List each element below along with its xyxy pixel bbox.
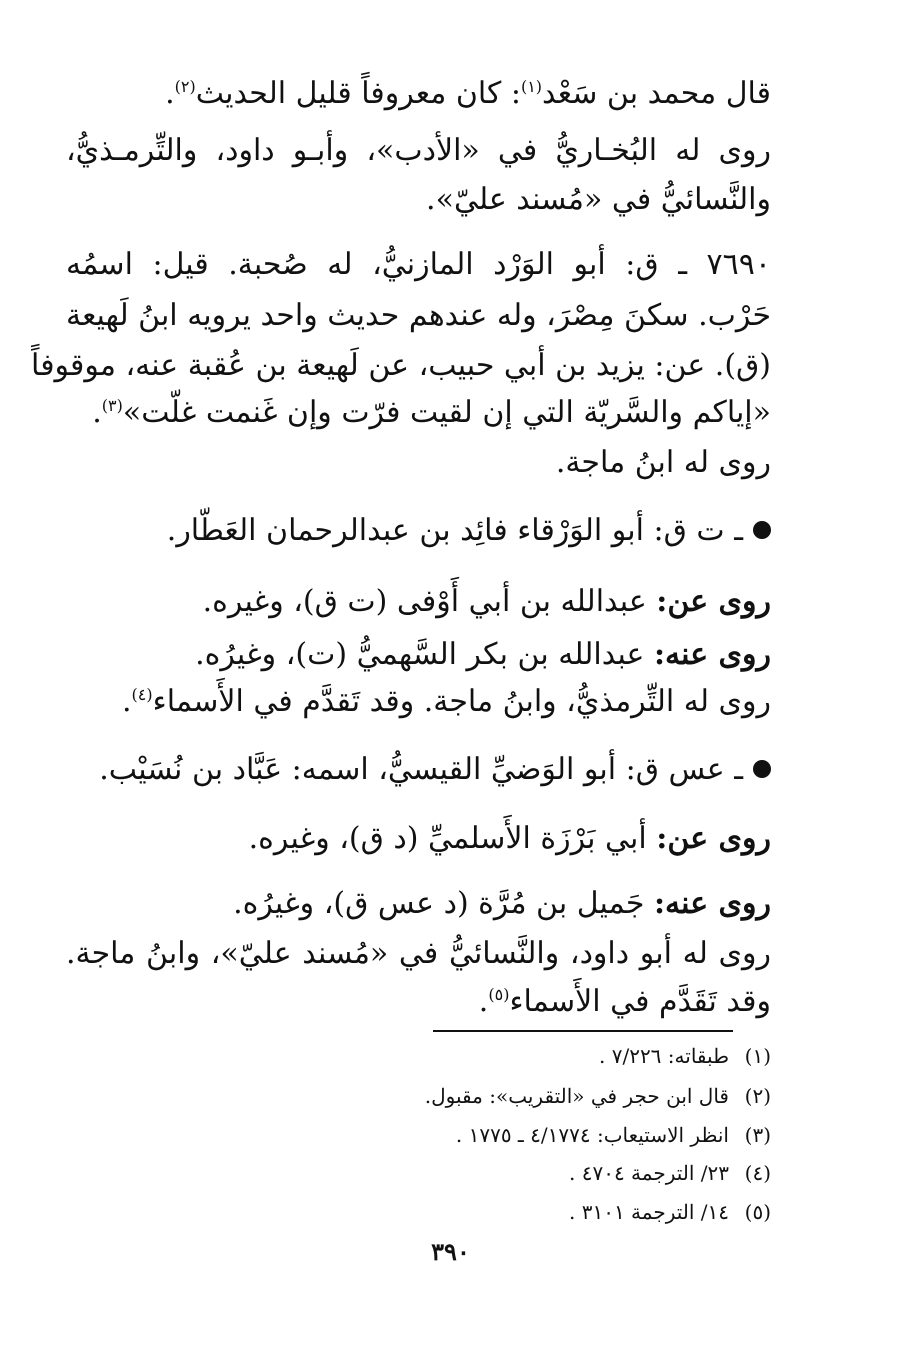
section-label: روى عن: — [656, 584, 771, 619]
text-run: ـ عس ق: أبو الوَضيِّ القيسيُّ، اسمه: عَبَّاد بن نُسَيْب. — [99, 752, 743, 787]
footnote — [569, 1160, 771, 1186]
text-line: روى له أبو داود، والنَّسائيُّ في «مُسند عليّ»، وابنُ ماجة. — [66, 936, 771, 971]
section-label: روى عنه: — [653, 637, 771, 672]
text-line — [165, 76, 771, 112]
text-line: روى له ابنُ ماجة. — [555, 445, 771, 480]
footnote-text: طبقاته: ٧/٢٢٦ . — [599, 1044, 729, 1068]
footnote-number: (٢) — [744, 1084, 771, 1108]
footnote — [456, 1122, 771, 1148]
text-run: روى له التِّرمذيُّ، وابنُ ماجة. وقد تَقدَّم في الأَسماء — [152, 684, 771, 719]
kunya-entry-line — [99, 752, 771, 788]
footnote — [569, 1199, 771, 1225]
text-run: . — [122, 684, 132, 719]
text-line: روى له البُخـاريُّ في «الأدب»، وأبـو داود، والتِّرمـذيُّ، — [66, 133, 771, 168]
footnote-ref: (٤) — [131, 685, 153, 704]
bullet-icon — [753, 760, 771, 778]
text-run: أبي بَرْزَة الأَسلميِّ (د ق)، وغيره. — [248, 821, 657, 856]
footnote-number: (٥) — [744, 1200, 771, 1224]
footnote-divider — [433, 1030, 733, 1032]
text-run: وقد تَقَدَّم في الأَسماء — [509, 984, 771, 1019]
text-run: . — [92, 395, 102, 430]
text-run: ـ ت ق: أبو الوَرْقاء فائِد بن عبدالرحمان العَطّار. — [166, 513, 743, 548]
footnote-text: انظر الاستيعاب: ٤/١٧٧٤ ـ ١٧٧٥ . — [455, 1123, 729, 1147]
text-line — [233, 886, 771, 922]
kunya-entry-line — [167, 513, 771, 549]
text-run: جَميل بن مُرَّة (د عس ق)، وغيرُه. — [233, 886, 654, 921]
text-run: عبدالله بن أبي أَوْفى (ت ق)، وغيره. — [202, 584, 657, 619]
footnote-ref: (١) — [520, 77, 543, 96]
text-run: «إياكم والسَّريّة التي إن لقيت فرّت وإن غَنمت غلّت» — [122, 395, 771, 430]
footnote-number: (٤) — [744, 1161, 771, 1185]
text-run: عبدالله بن بكر السَّهميُّ (ت)، وغيرُه. — [195, 637, 654, 672]
text-line: (ق). عن: يزيد بن أبي حبيب، عن لَهيعة بن عُقبة عنه، موقوفاً — [31, 348, 771, 383]
text-line — [195, 637, 771, 673]
section-label: روى عنه: — [653, 886, 771, 921]
text-line — [203, 584, 771, 620]
text-run: قال محمد بن سَعْد — [542, 76, 771, 111]
text-line: حَرْب. سكنَ مِصْرَ، وله عندهم حديث واحد يرويه ابنُ لَهيعة — [66, 298, 771, 333]
footnote-text: ١٤/ الترجمة ٣١٠١ . — [569, 1200, 729, 1224]
footnote — [599, 1043, 771, 1069]
text-line: والنَّسائيُّ في «مُسند عليّ». — [426, 182, 771, 217]
footnote-ref: (٣) — [101, 396, 123, 415]
footnote-number: (١) — [744, 1044, 771, 1068]
page-number: ٣٩٠ — [431, 1237, 470, 1266]
text-run: : كان معروفاً قليل الحديث — [195, 76, 521, 111]
footnote — [425, 1083, 771, 1109]
footnote-text: قال ابن حجر في «التقريب»: مقبول. — [424, 1084, 729, 1108]
entry-heading-line: ٧٦٩٠ ـ ق: أبو الوَرْد المازنيُّ، له صُحبة. قيل: اسمُه — [66, 247, 771, 282]
footnote-ref: (٢) — [174, 77, 196, 96]
bullet-icon — [753, 521, 771, 539]
text-line — [249, 821, 771, 857]
text-run: . — [478, 984, 489, 1019]
text-line — [479, 984, 771, 1020]
text-line — [92, 395, 771, 431]
footnote-ref: (٥) — [488, 985, 510, 1004]
text-line — [122, 684, 771, 720]
footnote-number: (٣) — [744, 1123, 771, 1147]
footnote-text: ٢٣/ الترجمة ٤٧٠٤ . — [569, 1161, 729, 1185]
section-label: روى عن: — [656, 821, 771, 856]
text-run: . — [165, 76, 175, 111]
